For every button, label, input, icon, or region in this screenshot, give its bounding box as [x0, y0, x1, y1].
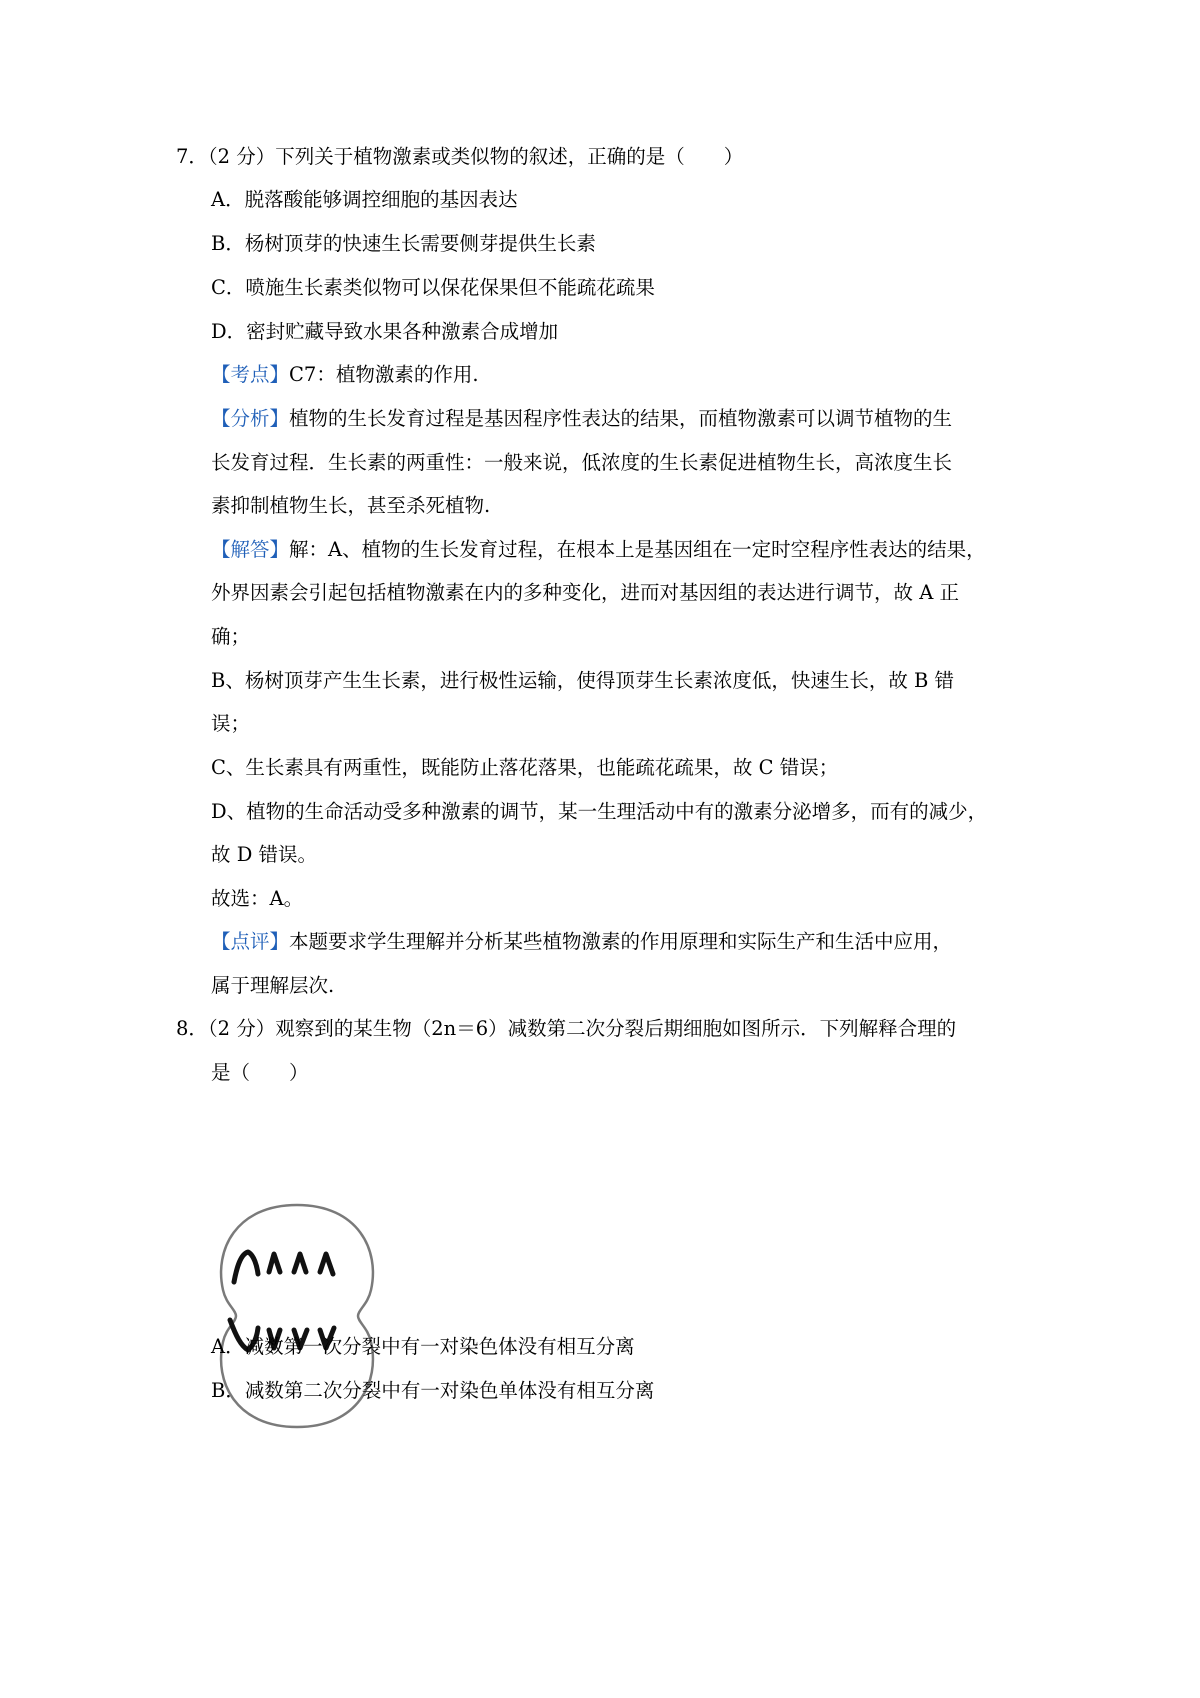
q7-option-c: C．喷施生长素类似物可以保花保果但不能疏花疏果 [211, 276, 655, 299]
q7-jieda-line-3: 确； [211, 625, 251, 648]
q7-jieda-line-5: 误； [211, 712, 251, 735]
fenxi-tag: 【分析】 [211, 407, 290, 430]
q7-fenxi-line-1 [0, 406, 1200, 432]
chromosome-upper-3 [294, 1254, 306, 1272]
q7-kaodian [0, 362, 1200, 388]
q7-option-a: A．脱落酸能够调控细胞的基因表达 [211, 188, 518, 211]
dianping-tag: 【点评】 [211, 930, 290, 953]
q7-jieda-line-9: 故选：A。 [211, 887, 304, 910]
fenxi-text: 植物的生长发育过程是基因程序性表达的结果，而植物激素可以调节植物的生 [289, 407, 953, 430]
q8-stem-line-1: 8．（2 分）观察到的某生物（2n＝6）减数第二次分裂后期细胞如图所示．下列解释合理的 [176, 1017, 957, 1040]
jieda-tag: 【解答】 [211, 538, 290, 561]
chromosome-upper-4 [320, 1254, 333, 1274]
kaodian-tag: 【考点】 [211, 363, 290, 386]
q7-jieda-line-1 [0, 537, 1200, 563]
q7-jieda-line-4: B、杨树顶芽产生生长素，进行极性运输，使得顶芽生长素浓度低，快速生长，故 B 错 [211, 669, 955, 692]
q7-stem: 7．（2 分）下列关于植物激素或类似物的叙述，正确的是（ ） [176, 145, 744, 168]
q7-jieda-line-7: D、植物的生命活动受多种激素的调节，某一生理活动中有的激素分泌增多，而有的减少， [211, 800, 988, 823]
jieda-text: 解：A、植物的生长发育过程，在根本上是基因组在一定时空程序性表达的结果， [289, 538, 986, 561]
q7-jieda-line-2: 外界因素会引起包括植物激素在内的多种变化，进而对基因组的表达进行调节，故 A 正 [211, 581, 959, 604]
q7-dianping-line-2: 属于理解层次. [211, 974, 335, 997]
q8-stem-line-2: 是（ ） [211, 1061, 309, 1084]
q7-jieda-line-6: C、生长素具有两重性，既能防止落花落果，也能疏花疏果，故 C 错误； [211, 756, 839, 779]
q7-fenxi-line-2: 长发育过程．生长素的两重性：一般来说，低浓度的生长素促进植物生长，高浓度生长 [211, 451, 953, 474]
chromosome-upper-1 [234, 1252, 258, 1282]
dianping-text: 本题要求学生理解并分析某些植物激素的作用原理和实际生产和生活中应用， [289, 930, 953, 953]
q7-option-d: D．密封贮藏导致水果各种激素合成增加 [211, 320, 559, 343]
q7-jieda-line-8: 故 D 错误。 [211, 843, 318, 866]
kaodian-text: C7：植物激素的作用. [289, 363, 479, 386]
upper-chromosomes [234, 1252, 333, 1282]
q7-option-b: B．杨树顶芽的快速生长需要侧芽提供生长素 [211, 232, 596, 255]
q8-option-a: A．减数第一次分裂中有一对染色体没有相互分离 [211, 1335, 635, 1358]
q7-fenxi-line-3: 素抑制植物生长，甚至杀死植物. [211, 494, 491, 517]
q7-dianping-line-1 [0, 929, 1200, 955]
chromosome-upper-2 [269, 1254, 280, 1272]
q8-option-b: B．减数第二次分裂中有一对染色单体没有相互分离 [211, 1379, 655, 1402]
